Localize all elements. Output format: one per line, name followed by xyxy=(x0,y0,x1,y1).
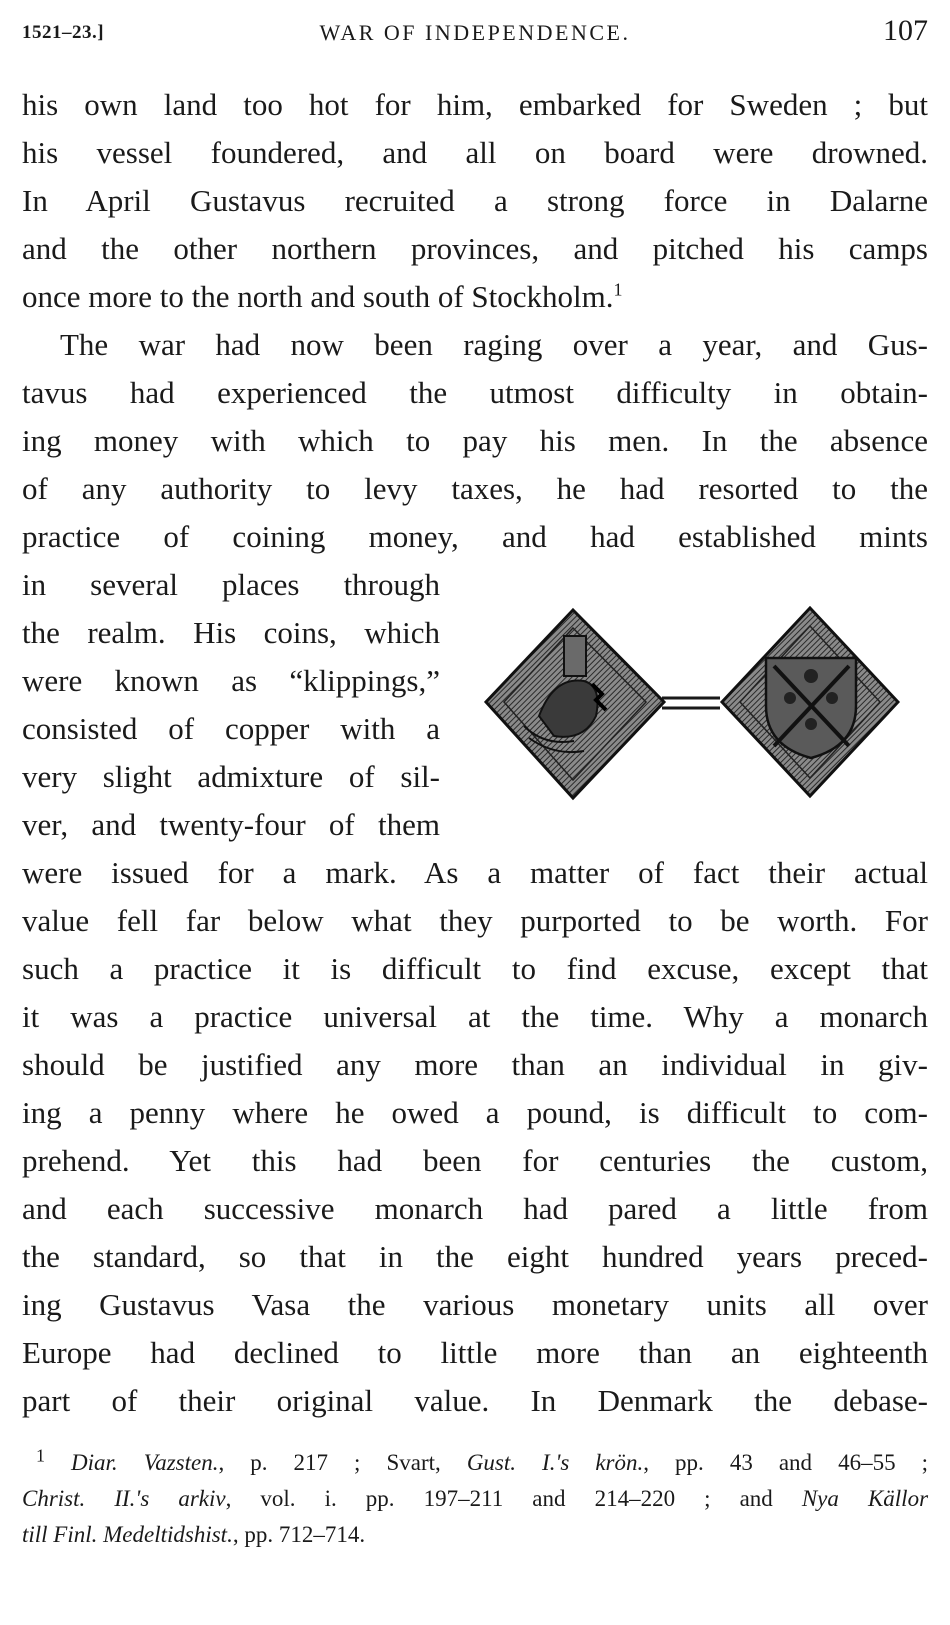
text-line-content: once more to the north and south of Stockholm. xyxy=(22,279,614,314)
text-line: such a practice it is difficult to find excuse, except that xyxy=(22,951,928,986)
citation-text: , pp. 43 and 46–55 ; xyxy=(643,1450,929,1475)
citation-text: , vol. i. pp. 197–211 and 214–220 ; and xyxy=(225,1486,773,1511)
text-line: the standard, so that in the eight hundred years preced- xyxy=(22,1239,928,1274)
citation-title: Nya Källor xyxy=(801,1486,929,1511)
text-line: part of their original value. In Denmark the debase- xyxy=(22,1383,928,1418)
citation-title: Christ. II.'s arkiv xyxy=(22,1486,226,1511)
text-line: ing Gustavus Vasa the various monetary units all over xyxy=(22,1287,928,1322)
text-line xyxy=(22,273,928,321)
text-line: were issued for a mark. As a matter of fact their actual xyxy=(22,855,928,890)
klipping-coins-illustration xyxy=(484,606,900,804)
citation-text: , pp. 712–714. xyxy=(232,1522,366,1547)
running-header xyxy=(22,12,928,52)
citation-title: till Finl. Medeltidshist. xyxy=(22,1522,233,1547)
text-line: and each successive monarch had pared a little from xyxy=(22,1191,928,1226)
header-year-range: 1521–23.] xyxy=(22,22,105,43)
footnote-ref: 1 xyxy=(613,279,623,300)
left-coin-icon xyxy=(486,610,664,798)
footnote-line xyxy=(22,1482,928,1516)
text-line: were known as “klippings,” xyxy=(22,663,440,698)
text-line: his own land too hot for him, embarked for Sweden ; but xyxy=(22,87,928,122)
connector-bar xyxy=(662,698,720,708)
text-line: prehend. Yet this had been for centuries the custom, xyxy=(22,1143,928,1178)
text-line: ing a penny where he owed a pound, is difficult to com- xyxy=(22,1095,928,1130)
text-line: and the other northern provinces, and pitched his camps xyxy=(22,231,928,266)
text-line: In April Gustavus recruited a strong force in Dalarne xyxy=(22,183,928,218)
text-line: The war had now been raging over a year, and Gus- xyxy=(60,327,928,362)
text-line: value fell far below what they purported to be worth. For xyxy=(22,903,928,938)
text-line: should be justified any more than an individual in giv- xyxy=(22,1047,928,1082)
citation-title: Gust. I.'s krön. xyxy=(466,1450,644,1475)
page-number: 107 xyxy=(883,14,928,47)
footnote-line xyxy=(22,1518,928,1552)
text-line: the realm. His coins, which xyxy=(22,615,440,650)
text-line: it was a practice universal at the time. Why a monarch xyxy=(22,999,928,1034)
footnote-line xyxy=(22,1446,928,1480)
text-line: very slight admixture of sil- xyxy=(22,759,440,794)
text-line: ing money with which to pay his men. In the absence xyxy=(22,423,928,458)
header-title: WAR OF INDEPENDENCE. xyxy=(319,20,631,45)
text-line: in several places through xyxy=(22,567,440,602)
text-line: his vessel foundered, and all on board were drowned. xyxy=(22,135,928,170)
footnote-marker: 1 xyxy=(36,1445,45,1466)
text-line: of any authority to levy taxes, he had resorted to the xyxy=(22,471,928,506)
right-coin-icon xyxy=(722,608,898,796)
text-line: Europe had declined to little more than an eighteenth xyxy=(22,1335,928,1370)
text-line: ver, and twenty-four of them xyxy=(22,807,440,842)
text-line: consisted of copper with a xyxy=(22,711,440,746)
text-line: tavus had experienced the utmost difficulty in obtain- xyxy=(22,375,928,410)
citation-text: , p. 217 ; Svart, xyxy=(218,1450,441,1475)
citation-title: Diar. Vazsten. xyxy=(71,1450,219,1475)
text-line: practice of coining money, and had established mints xyxy=(22,519,928,554)
